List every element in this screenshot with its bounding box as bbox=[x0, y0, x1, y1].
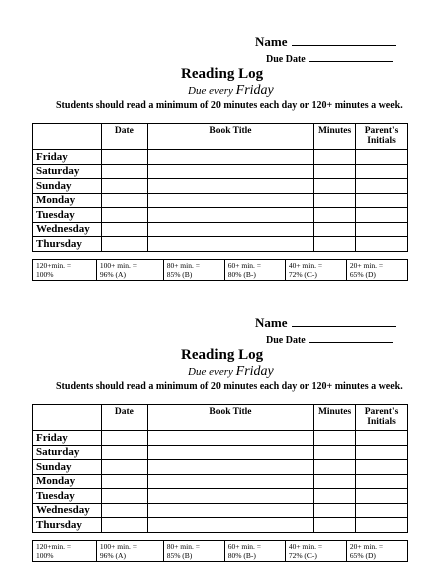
day-label: Thursday bbox=[33, 518, 102, 533]
day-label: Saturday bbox=[33, 445, 102, 460]
name-field[interactable] bbox=[255, 315, 396, 331]
minutes-cell[interactable] bbox=[314, 489, 356, 504]
grade-percent: 72% (C-) bbox=[288, 270, 317, 279]
name-label: Name bbox=[255, 315, 288, 330]
grade-cell bbox=[285, 260, 346, 281]
log-table bbox=[32, 123, 408, 252]
minutes-cell[interactable] bbox=[314, 445, 356, 460]
grade-cell bbox=[346, 260, 407, 281]
grade-cell bbox=[163, 260, 224, 281]
book-title-cell[interactable] bbox=[147, 179, 313, 194]
table-row bbox=[33, 518, 408, 533]
grade-minutes: 80+ min. = bbox=[166, 261, 200, 270]
grade-percent: 85% (B) bbox=[166, 270, 193, 279]
day-label: Monday bbox=[33, 474, 102, 489]
date-cell[interactable] bbox=[101, 445, 147, 460]
due-subtitle-prefix: Due every bbox=[188, 85, 233, 97]
grade-percent: 96% (A) bbox=[99, 270, 126, 279]
minutes-cell[interactable] bbox=[314, 193, 356, 208]
grade-percent: 80% (B-) bbox=[227, 270, 256, 279]
grade-percent: 96% (A) bbox=[99, 551, 126, 560]
table-row bbox=[33, 222, 408, 237]
due-date-blank[interactable] bbox=[309, 52, 393, 62]
due-date-field[interactable] bbox=[266, 52, 393, 65]
grade-cell bbox=[224, 260, 285, 281]
book-title-cell[interactable] bbox=[147, 518, 313, 533]
grade-scale-row bbox=[33, 541, 408, 562]
grade-minutes: 20+ min. = bbox=[349, 261, 384, 270]
date-cell[interactable] bbox=[101, 164, 147, 179]
grade-percent: 100% bbox=[36, 270, 54, 279]
grade-cell bbox=[224, 541, 285, 562]
name-blank[interactable] bbox=[292, 34, 396, 46]
day-label: Tuesday bbox=[33, 208, 102, 223]
instructions: Students should read a minimum of 20 minutes each day or 120+ minutes a week. bbox=[56, 381, 403, 392]
table-row bbox=[33, 208, 408, 223]
day-label: Sunday bbox=[33, 179, 102, 194]
initials-cell[interactable] bbox=[356, 193, 408, 208]
grade-minutes: 120+min. = bbox=[36, 261, 72, 270]
minutes-cell[interactable] bbox=[314, 237, 356, 252]
initials-cell[interactable] bbox=[356, 518, 408, 533]
date-cell[interactable] bbox=[101, 489, 147, 504]
day-label: Monday bbox=[33, 193, 102, 208]
due-date-label: Due Date bbox=[266, 54, 306, 65]
initials-cell[interactable] bbox=[356, 503, 408, 518]
grade-scale-table bbox=[32, 259, 408, 281]
table-row bbox=[33, 193, 408, 208]
grade-minutes: 60+ min. = bbox=[227, 542, 262, 551]
table-row bbox=[33, 237, 408, 252]
book-title-cell[interactable] bbox=[147, 445, 313, 460]
grade-cell bbox=[96, 260, 163, 281]
table-row bbox=[33, 150, 408, 165]
due-subtitle-prefix: Due every bbox=[188, 366, 233, 378]
date-cell[interactable] bbox=[101, 179, 147, 194]
minutes-cell[interactable] bbox=[314, 164, 356, 179]
minutes-cell[interactable] bbox=[314, 460, 356, 475]
name-field[interactable] bbox=[255, 34, 396, 50]
minutes-cell[interactable] bbox=[314, 208, 356, 223]
day-label: Wednesday bbox=[33, 503, 102, 518]
grade-percent: 65% (D) bbox=[349, 551, 376, 560]
header-parents-initials: Parent's Initials bbox=[356, 124, 408, 150]
date-cell[interactable] bbox=[101, 518, 147, 533]
date-cell[interactable] bbox=[101, 150, 147, 165]
header-book-title: Book Title bbox=[147, 124, 313, 150]
initials-cell[interactable] bbox=[356, 179, 408, 194]
header-minutes: Minutes bbox=[314, 124, 356, 150]
grade-cell bbox=[285, 541, 346, 562]
day-label: Sunday bbox=[33, 460, 102, 475]
grade-minutes: 80+ min. = bbox=[166, 542, 200, 551]
grade-minutes: 100+ min. = bbox=[99, 542, 137, 551]
header-date: Date bbox=[101, 405, 147, 431]
log-header-row bbox=[33, 124, 408, 150]
minutes-cell[interactable] bbox=[314, 222, 356, 237]
instructions: Students should read a minimum of 20 minutes each day or 120+ minutes a week. bbox=[56, 100, 403, 111]
initials-cell[interactable] bbox=[356, 445, 408, 460]
book-title-cell[interactable] bbox=[147, 150, 313, 165]
minutes-cell[interactable] bbox=[314, 518, 356, 533]
book-title-cell[interactable] bbox=[147, 237, 313, 252]
day-label: Friday bbox=[33, 431, 102, 446]
grade-percent: 85% (B) bbox=[166, 551, 193, 560]
table-row bbox=[33, 179, 408, 194]
grade-cell bbox=[163, 541, 224, 562]
date-cell[interactable] bbox=[101, 460, 147, 475]
day-label: Tuesday bbox=[33, 489, 102, 504]
book-title-cell[interactable] bbox=[147, 193, 313, 208]
table-row bbox=[33, 489, 408, 504]
initials-cell[interactable] bbox=[356, 431, 408, 446]
initials-cell[interactable] bbox=[356, 489, 408, 504]
book-title-cell[interactable] bbox=[147, 474, 313, 489]
book-title-cell[interactable] bbox=[147, 431, 313, 446]
due-subtitle-day: Friday bbox=[235, 364, 274, 379]
date-cell[interactable] bbox=[101, 474, 147, 489]
date-cell[interactable] bbox=[101, 193, 147, 208]
table-row bbox=[33, 503, 408, 518]
log-header-row bbox=[33, 405, 408, 431]
grade-cell bbox=[346, 541, 407, 562]
grade-minutes: 100+ min. = bbox=[99, 261, 137, 270]
initials-cell[interactable] bbox=[356, 237, 408, 252]
initials-cell[interactable] bbox=[356, 474, 408, 489]
day-label: Thursday bbox=[33, 237, 102, 252]
book-title-cell[interactable] bbox=[147, 208, 313, 223]
grade-percent: 80% (B-) bbox=[227, 551, 256, 560]
minutes-cell[interactable] bbox=[314, 179, 356, 194]
minutes-cell[interactable] bbox=[314, 474, 356, 489]
initials-cell[interactable] bbox=[356, 222, 408, 237]
grade-percent: 65% (D) bbox=[349, 270, 376, 279]
due-subtitle bbox=[188, 83, 274, 99]
name-label: Name bbox=[255, 34, 288, 49]
grade-minutes: 40+ min. = bbox=[288, 261, 323, 270]
initials-cell[interactable] bbox=[356, 150, 408, 165]
grade-scale-table bbox=[32, 540, 408, 562]
due-subtitle-day: Friday bbox=[235, 83, 274, 98]
header-parents-initials: Parent's Initials bbox=[356, 405, 408, 431]
date-cell[interactable] bbox=[101, 237, 147, 252]
book-title-cell[interactable] bbox=[147, 164, 313, 179]
due-date-field[interactable] bbox=[266, 333, 393, 346]
grade-percent: 100% bbox=[36, 551, 54, 560]
header-day bbox=[33, 405, 102, 431]
due-date-label: Due Date bbox=[266, 335, 306, 346]
grade-minutes: 60+ min. = bbox=[227, 261, 262, 270]
due-subtitle bbox=[188, 364, 274, 380]
book-title-cell[interactable] bbox=[147, 489, 313, 504]
day-label: Wednesday bbox=[33, 222, 102, 237]
initials-cell[interactable] bbox=[356, 460, 408, 475]
minutes-cell[interactable] bbox=[314, 150, 356, 165]
grade-percent: 72% (C-) bbox=[288, 551, 317, 560]
due-date-blank[interactable] bbox=[309, 333, 393, 343]
minutes-cell[interactable] bbox=[314, 503, 356, 518]
name-blank[interactable] bbox=[292, 315, 396, 327]
table-row bbox=[33, 460, 408, 475]
page-title: Reading Log bbox=[181, 347, 264, 363]
table-row bbox=[33, 445, 408, 460]
grade-minutes: 40+ min. = bbox=[288, 542, 323, 551]
header-minutes: Minutes bbox=[314, 405, 356, 431]
grade-cell bbox=[96, 541, 163, 562]
header-day bbox=[33, 124, 102, 150]
table-row bbox=[33, 431, 408, 446]
day-label: Saturday bbox=[33, 164, 102, 179]
grade-cell bbox=[33, 541, 97, 562]
initials-cell[interactable] bbox=[356, 164, 408, 179]
initials-cell[interactable] bbox=[356, 208, 408, 223]
date-cell[interactable] bbox=[101, 208, 147, 223]
header-book-title: Book Title bbox=[147, 405, 313, 431]
header-date: Date bbox=[101, 124, 147, 150]
grade-scale-row bbox=[33, 260, 408, 281]
grade-cell bbox=[33, 260, 97, 281]
page-title: Reading Log bbox=[181, 66, 264, 82]
grade-minutes: 20+ min. = bbox=[349, 542, 384, 551]
table-row bbox=[33, 474, 408, 489]
grade-minutes: 120+min. = bbox=[36, 542, 72, 551]
minutes-cell[interactable] bbox=[314, 431, 356, 446]
table-row bbox=[33, 164, 408, 179]
date-cell[interactable] bbox=[101, 431, 147, 446]
book-title-cell[interactable] bbox=[147, 222, 313, 237]
log-table bbox=[32, 404, 408, 533]
book-title-cell[interactable] bbox=[147, 503, 313, 518]
date-cell[interactable] bbox=[101, 222, 147, 237]
day-label: Friday bbox=[33, 150, 102, 165]
date-cell[interactable] bbox=[101, 503, 147, 518]
book-title-cell[interactable] bbox=[147, 460, 313, 475]
